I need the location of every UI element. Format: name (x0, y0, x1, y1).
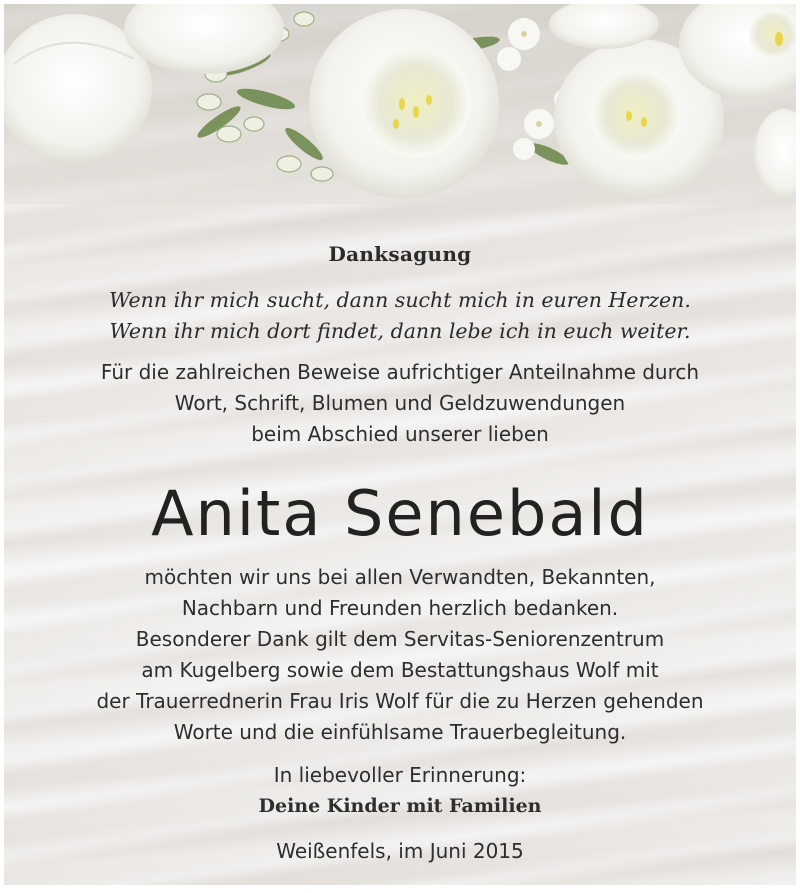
thanks-line: möchten wir uns bei allen Verwandten, Bekannten, (144, 565, 656, 589)
intro-paragraph (4, 357, 796, 450)
closing-block (4, 760, 796, 822)
closing-line: In liebevoller Erinnerung: (273, 763, 527, 787)
thanks-line: Besonderer Dank gilt dem Servitas-Seniorenzentrum (135, 627, 665, 651)
memorial-verse (4, 285, 796, 347)
thanks-line: der Trauerrednerin Frau Iris Wolf für die zu Herzen gehenden (96, 689, 704, 713)
thanks-line: Nachbarn und Freunden herzlich bedanken. (181, 596, 619, 620)
obituary-notice (4, 4, 796, 885)
thanks-line: Worte und die einfühlsame Trauerbegleitung. (173, 720, 627, 744)
notice-title: Danksagung (328, 242, 472, 266)
intro-line: Wort, Schrift, Blumen und Geldzuwendungen (174, 391, 626, 415)
white-tulips-image (4, 4, 796, 204)
deceased-name: Anita Senebald (151, 477, 649, 550)
thanks-line: am Kugelberg sowie dem Bestattungshaus Wolf mit (141, 658, 659, 682)
verse-line: Wenn ihr mich sucht, dann sucht mich in euren Herzen. (109, 288, 691, 312)
verse-line: Wenn ihr mich dort findet, dann lebe ich in euch weiter. (109, 319, 691, 343)
signature: Deine Kinder mit Familien (258, 795, 542, 817)
intro-line: beim Abschied unserer lieben (251, 422, 549, 446)
thanks-paragraph (4, 562, 796, 748)
place-date: Weißenfels, im Juni 2015 (276, 839, 524, 863)
intro-line: Für die zahlreichen Beweise aufrichtiger Anteilnahme durch (100, 360, 700, 384)
